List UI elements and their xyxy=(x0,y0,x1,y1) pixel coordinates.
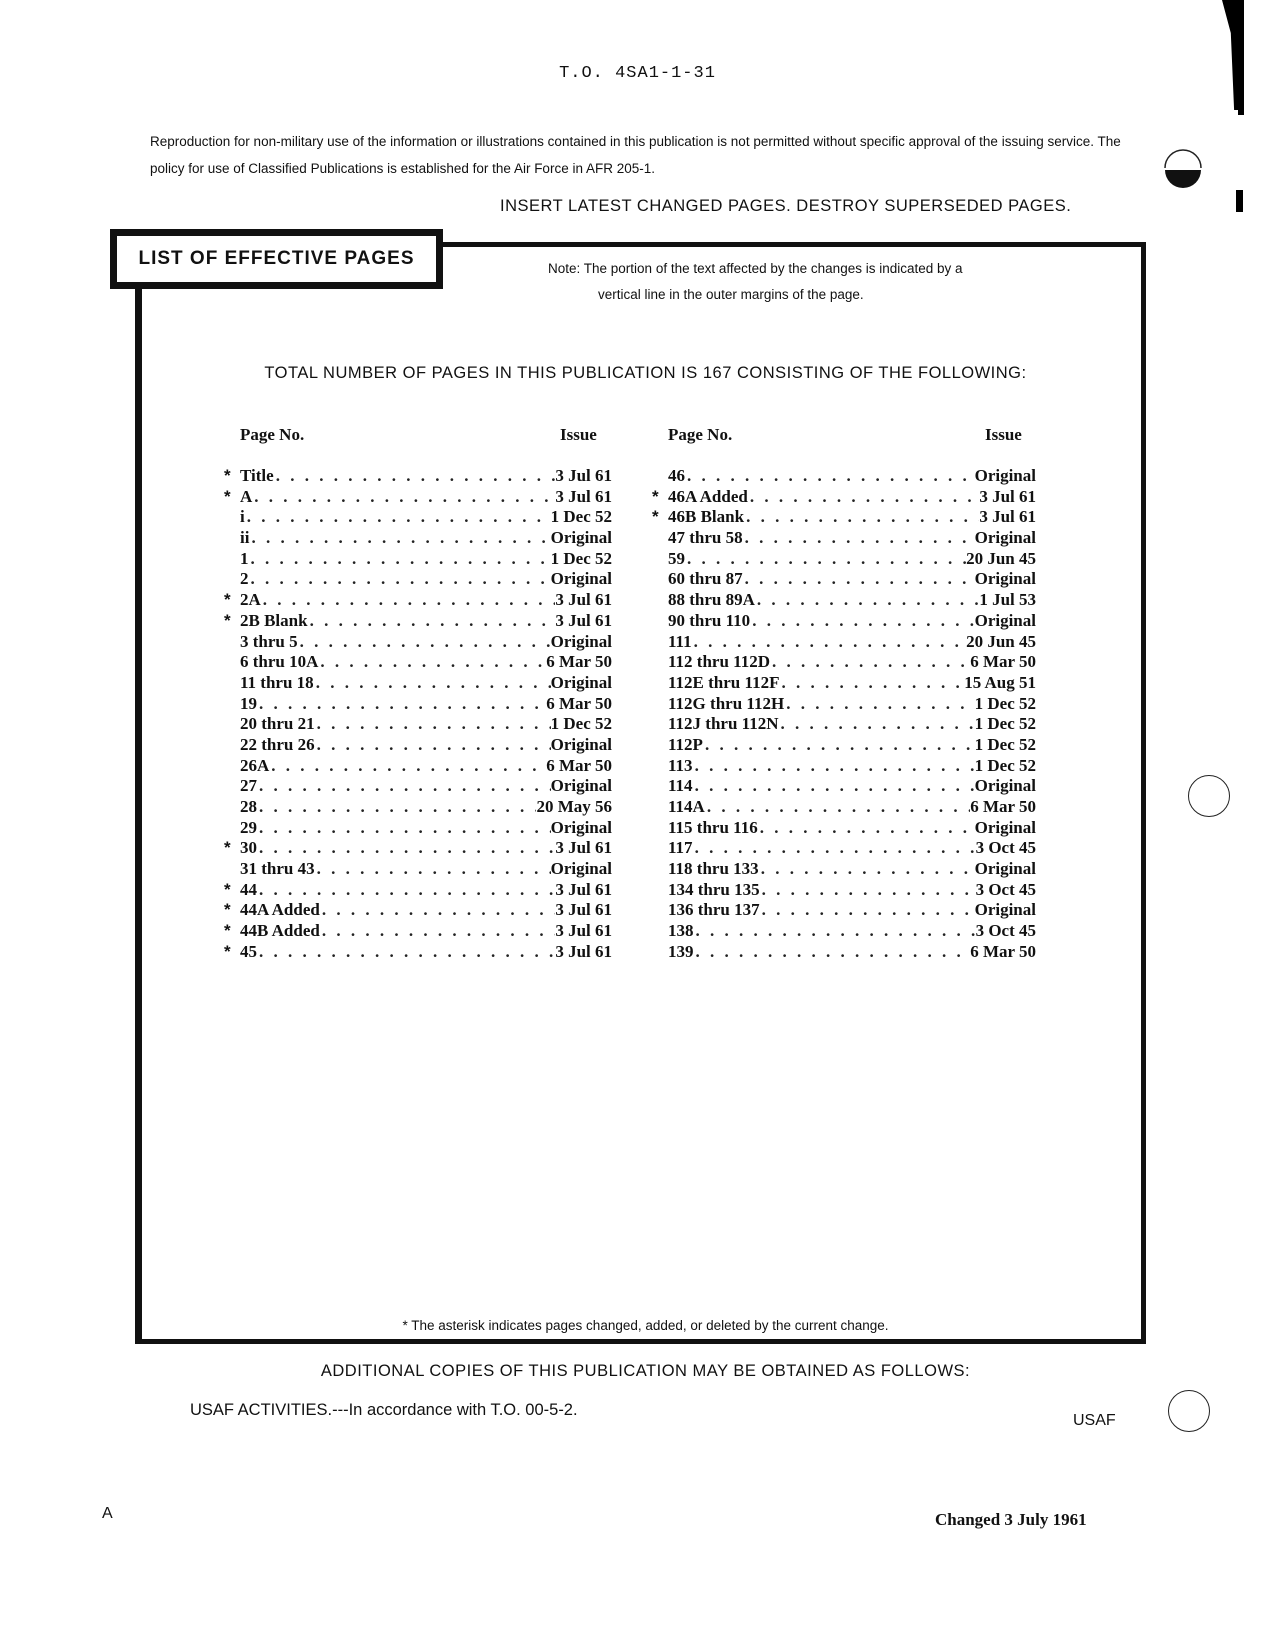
leader-dots xyxy=(261,590,556,611)
issue-date: 3 Jul 61 xyxy=(555,941,612,961)
page-entry-row xyxy=(652,735,1036,756)
page-number: 46 xyxy=(668,466,685,485)
page-entry-row xyxy=(652,507,1036,528)
leader-dots xyxy=(705,797,970,818)
page-number: 26A xyxy=(240,755,270,775)
issue-date: Original xyxy=(974,859,1036,879)
page-letter: A xyxy=(102,1505,113,1522)
leader-dots xyxy=(314,673,551,694)
issue-date: 3 Jul 61 xyxy=(979,507,1036,527)
leader-dots xyxy=(308,611,556,632)
binder-hole-icon xyxy=(1163,148,1203,188)
usaf-activities-line: USAF ACTIVITIES.---In accordance with T.O. 00-5-2. xyxy=(190,1401,578,1419)
left-page-no-header: Page No. xyxy=(240,425,305,444)
page-entry-row xyxy=(652,466,1036,487)
issue-date: 3 Jul 61 xyxy=(555,921,612,941)
issue-date: Original xyxy=(550,631,612,651)
leader-dots xyxy=(693,776,975,797)
page-entry-row xyxy=(652,652,1036,673)
issue-date: Original xyxy=(974,569,1036,589)
edge-scan-mark xyxy=(1222,0,1244,110)
issue-date: Original xyxy=(974,900,1036,920)
issue-date: Original xyxy=(550,817,612,837)
page-number: 112E thru 112F xyxy=(668,672,780,692)
page-entry-row xyxy=(652,838,1036,859)
insert-pages-notice: INSERT LATEST CHANGED PAGES. DESTROY SUPERSEDED PAGES. xyxy=(500,197,1072,215)
leader-dots xyxy=(249,528,550,549)
page-number: 136 thru 137 xyxy=(668,900,760,920)
leader-dots xyxy=(685,466,975,487)
page-number: 19 xyxy=(240,693,257,713)
change-asterisk: * xyxy=(224,900,231,920)
issue-date: 3 Oct 45 xyxy=(975,879,1036,899)
issue-date: 3 Jul 61 xyxy=(555,466,612,485)
page-entry-row xyxy=(224,921,612,942)
issue-date: 3 Jul 61 xyxy=(555,879,612,899)
page-number: 139 xyxy=(668,941,694,961)
issue-date: 3 Oct 45 xyxy=(975,921,1036,941)
leader-dots xyxy=(269,756,546,777)
issue-date: 20 Jun 45 xyxy=(966,548,1036,568)
issue-date: 3 Jul 61 xyxy=(555,486,612,506)
page-entry-row xyxy=(652,921,1036,942)
issue-date: Original xyxy=(974,817,1036,837)
edge-scan-mark xyxy=(1238,95,1244,115)
page-entry-row xyxy=(652,859,1036,880)
page-entry-row xyxy=(652,942,1036,963)
issue-date: 15 Aug 51 xyxy=(964,672,1036,692)
page-entry-row xyxy=(652,694,1036,715)
page-number: 1 xyxy=(240,548,249,568)
leader-dots xyxy=(694,921,976,942)
leader-dots xyxy=(779,673,964,694)
page-entry-row xyxy=(224,797,612,818)
leader-dots xyxy=(750,611,974,632)
right-issue-header: Issue xyxy=(985,425,1022,444)
page-entry-row xyxy=(224,756,612,777)
issue-date: Original xyxy=(974,466,1036,485)
leader-dots xyxy=(257,776,551,797)
page-entry-row xyxy=(224,487,612,508)
page-entry-row xyxy=(652,487,1036,508)
issue-date: 3 Jul 61 xyxy=(555,590,612,610)
page-entry-row xyxy=(652,900,1036,921)
list-of-effective-pages-title: LIST OF EFFECTIVE PAGES xyxy=(110,229,443,289)
page-number: 115 thru 116 xyxy=(668,817,758,837)
page-number: A xyxy=(240,486,253,506)
page-number: 44A Added xyxy=(240,900,320,920)
usaf-label: USAF xyxy=(1073,1412,1116,1429)
page-entry-row xyxy=(224,714,612,735)
page-number: 111 xyxy=(668,631,692,651)
leader-dots xyxy=(685,549,966,570)
leader-dots xyxy=(245,507,551,528)
note-line-2: vertical line in the outer margins of the page. xyxy=(598,287,864,302)
page-number: 114A xyxy=(668,797,705,816)
additional-copies-heading: ADDITIONAL COPIES OF THIS PUBLICATION MAY BE OBTAINED AS FOLLOWS: xyxy=(320,1362,971,1380)
page-number: 118 thru 133 xyxy=(668,859,759,879)
leader-dots xyxy=(760,880,976,901)
page-number: 47 thru 58 xyxy=(668,528,743,548)
page-number: 90 thru 110 xyxy=(668,610,751,630)
issue-date: 1 Dec 52 xyxy=(974,693,1036,713)
page-entry-row xyxy=(652,776,1036,797)
page-entry-row xyxy=(224,818,612,839)
page-entry-row xyxy=(224,942,612,963)
page-entry-row xyxy=(224,590,612,611)
leader-dots xyxy=(694,942,971,963)
page-number: 112P xyxy=(668,734,703,754)
page-number: 113 xyxy=(668,755,693,775)
leader-dots xyxy=(257,694,546,715)
page-number: 46B Blank xyxy=(668,507,745,527)
right-page-list xyxy=(652,466,1036,963)
issue-date: 1 Dec 52 xyxy=(974,734,1036,754)
leader-dots xyxy=(744,507,979,528)
leader-dots xyxy=(692,632,966,653)
change-asterisk: * xyxy=(224,610,231,630)
page-entry-row xyxy=(224,838,612,859)
leader-dots xyxy=(257,838,555,859)
page-entry-row xyxy=(652,673,1036,694)
page-number: 44 xyxy=(240,879,257,899)
page-entry-row xyxy=(224,652,612,673)
leader-dots xyxy=(315,714,551,735)
page-number: 59 xyxy=(668,548,685,568)
binder-hole-icon xyxy=(1168,1390,1210,1432)
page-number: 2 xyxy=(240,569,249,589)
page-entry-row xyxy=(224,632,612,653)
issue-date: Original xyxy=(550,776,612,796)
page-number: 31 thru 43 xyxy=(240,859,315,879)
page-entry-row xyxy=(224,507,612,528)
issue-date: Original xyxy=(550,528,612,548)
issue-date: 6 Mar 50 xyxy=(546,755,612,775)
page-number: 22 thru 26 xyxy=(240,734,315,754)
page-number: 27 xyxy=(240,776,257,796)
page-entry-row xyxy=(224,776,612,797)
leader-dots xyxy=(298,632,551,653)
page-entry-row xyxy=(224,569,612,590)
page-number: 138 xyxy=(668,921,694,941)
binder-hole-icon xyxy=(1188,775,1230,817)
page-entry-row xyxy=(652,797,1036,818)
change-asterisk: * xyxy=(652,486,659,506)
issue-date: 1 Dec 52 xyxy=(550,548,612,568)
change-indication-note xyxy=(548,256,1068,308)
leader-dots xyxy=(257,797,536,818)
technical-order-number: T.O. 4SA1-1-31 xyxy=(559,64,716,83)
page-number: 6 thru 10A xyxy=(240,652,319,672)
leader-dots xyxy=(779,714,975,735)
page-entry-row xyxy=(224,859,612,880)
page-number: 29 xyxy=(240,817,257,837)
issue-date: 1 Dec 52 xyxy=(550,507,612,527)
page-entry-row xyxy=(652,528,1036,549)
leader-dots xyxy=(693,756,975,777)
changed-date: Changed 3 July 1961 xyxy=(935,1510,1087,1529)
change-asterisk: * xyxy=(224,838,231,858)
page-entry-row xyxy=(224,466,612,487)
page-number: 11 thru 18 xyxy=(240,672,314,692)
issue-date: 1 Dec 52 xyxy=(550,714,612,734)
issue-date: 20 Jun 45 xyxy=(966,631,1036,651)
page-number: 45 xyxy=(240,941,257,961)
issue-date: 3 Oct 45 xyxy=(975,838,1036,858)
change-asterisk: * xyxy=(652,507,659,527)
page-entry-row xyxy=(652,818,1036,839)
page-entry-row xyxy=(652,714,1036,735)
page-number: 112 thru 112D xyxy=(668,652,771,672)
change-asterisk: * xyxy=(224,466,231,485)
page-entry-row xyxy=(224,694,612,715)
change-asterisk: * xyxy=(224,941,231,961)
page-number: 114 xyxy=(668,776,693,796)
page-entry-row xyxy=(224,673,612,694)
leader-dots xyxy=(758,818,975,839)
change-asterisk: * xyxy=(224,590,231,610)
change-asterisk: * xyxy=(224,879,231,899)
page-number: 112G thru 112H xyxy=(668,693,785,713)
reproduction-notice: Reproduction for non-military use of the information or illustrations contained in this publication is not permitted without specific approval of the issuing service. The policy for use of Classified Publications is established for the Air Force in AFR 205-1. xyxy=(150,134,1121,176)
page-number: 3 thru 5 xyxy=(240,631,298,651)
issue-date: 6 Mar 50 xyxy=(546,652,612,672)
page-number: ii xyxy=(240,528,250,548)
leader-dots xyxy=(315,859,551,880)
page-number: 30 xyxy=(240,838,257,858)
page-entry-row xyxy=(224,900,612,921)
page-number: 112J thru 112N xyxy=(668,714,779,734)
issue-date: Original xyxy=(550,859,612,879)
issue-date: 3 Jul 61 xyxy=(555,900,612,920)
edge-scan-mark xyxy=(1236,190,1243,212)
issue-date: 1 Dec 52 xyxy=(974,714,1036,734)
issue-date: 3 Jul 61 xyxy=(555,610,612,630)
leader-dots xyxy=(743,528,975,549)
page-entry-row xyxy=(224,735,612,756)
page-number: 60 thru 87 xyxy=(668,569,743,589)
right-page-no-header: Page No. xyxy=(668,425,733,444)
issue-date: 6 Mar 50 xyxy=(970,797,1036,816)
page-number: 44B Added xyxy=(240,921,320,941)
page-number: Title xyxy=(240,466,274,485)
page-number: 88 thru 89A xyxy=(668,590,755,610)
change-asterisk: * xyxy=(224,486,231,506)
leader-dots xyxy=(320,900,555,921)
page-entry-row xyxy=(652,549,1036,570)
left-page-list xyxy=(224,466,612,963)
page-number: 134 thru 135 xyxy=(668,879,760,899)
page-entry-row xyxy=(652,756,1036,777)
page-number: 2A xyxy=(240,590,261,610)
issue-date: 20 May 56 xyxy=(536,797,612,816)
issue-date: 6 Mar 50 xyxy=(546,693,612,713)
page-entry-row xyxy=(652,611,1036,632)
leader-dots xyxy=(760,900,975,921)
page-entry-row xyxy=(652,632,1036,653)
issue-date: 6 Mar 50 xyxy=(970,941,1036,961)
page-entry-row xyxy=(224,528,612,549)
page-number: i xyxy=(240,507,245,527)
issue-date: Original xyxy=(550,569,612,589)
leader-dots xyxy=(249,569,551,590)
leader-dots xyxy=(784,694,974,715)
leader-dots xyxy=(770,652,970,673)
issue-date: Original xyxy=(550,734,612,754)
leader-dots xyxy=(748,487,979,508)
leader-dots xyxy=(257,880,555,901)
issue-date: 1 Dec 52 xyxy=(974,755,1036,775)
leader-dots xyxy=(315,735,551,756)
leader-dots xyxy=(743,569,975,590)
page-number: 20 thru 21 xyxy=(240,714,315,734)
note-line-1: Note: The portion of the text affected by the changes is indicated by a xyxy=(548,261,963,276)
page-number: 117 xyxy=(668,838,693,858)
leader-dots xyxy=(320,921,555,942)
leader-dots xyxy=(759,859,975,880)
issue-date: Original xyxy=(550,672,612,692)
leader-dots xyxy=(703,735,975,756)
total-pages-statement: TOTAL NUMBER OF PAGES IN THIS PUBLICATION IS 167 CONSISTING OF THE FOLLOWING: xyxy=(264,364,1027,382)
page-entry-row xyxy=(224,549,612,570)
leader-dots xyxy=(249,549,551,570)
leader-dots xyxy=(318,652,546,673)
issue-date: Original xyxy=(974,528,1036,548)
leader-dots xyxy=(693,838,976,859)
page-entry-row xyxy=(652,590,1036,611)
page-number: 2B Blank xyxy=(240,610,308,630)
page-entry-row xyxy=(224,880,612,901)
page-entry-row xyxy=(224,611,612,632)
issue-date: Original xyxy=(974,776,1036,796)
change-asterisk: * xyxy=(224,921,231,941)
page-number: 46A Added xyxy=(668,486,748,506)
issue-date: 1 Jul 53 xyxy=(979,590,1036,610)
page-entry-row xyxy=(652,880,1036,901)
issue-date: 6 Mar 50 xyxy=(970,652,1036,672)
leader-dots xyxy=(257,818,551,839)
page-entry-row xyxy=(652,569,1036,590)
issue-date: 3 Jul 61 xyxy=(979,486,1036,506)
left-issue-header: Issue xyxy=(560,425,597,444)
issue-date: 3 Jul 61 xyxy=(555,838,612,858)
leader-dots xyxy=(274,466,556,487)
leader-dots xyxy=(257,942,555,963)
leader-dots xyxy=(755,590,979,611)
page-number: 28 xyxy=(240,797,257,816)
issue-date: Original xyxy=(974,610,1036,630)
asterisk-footnote: * The asterisk indicates pages changed, added, or deleted by the current change. xyxy=(402,1318,889,1333)
leader-dots xyxy=(252,487,555,508)
